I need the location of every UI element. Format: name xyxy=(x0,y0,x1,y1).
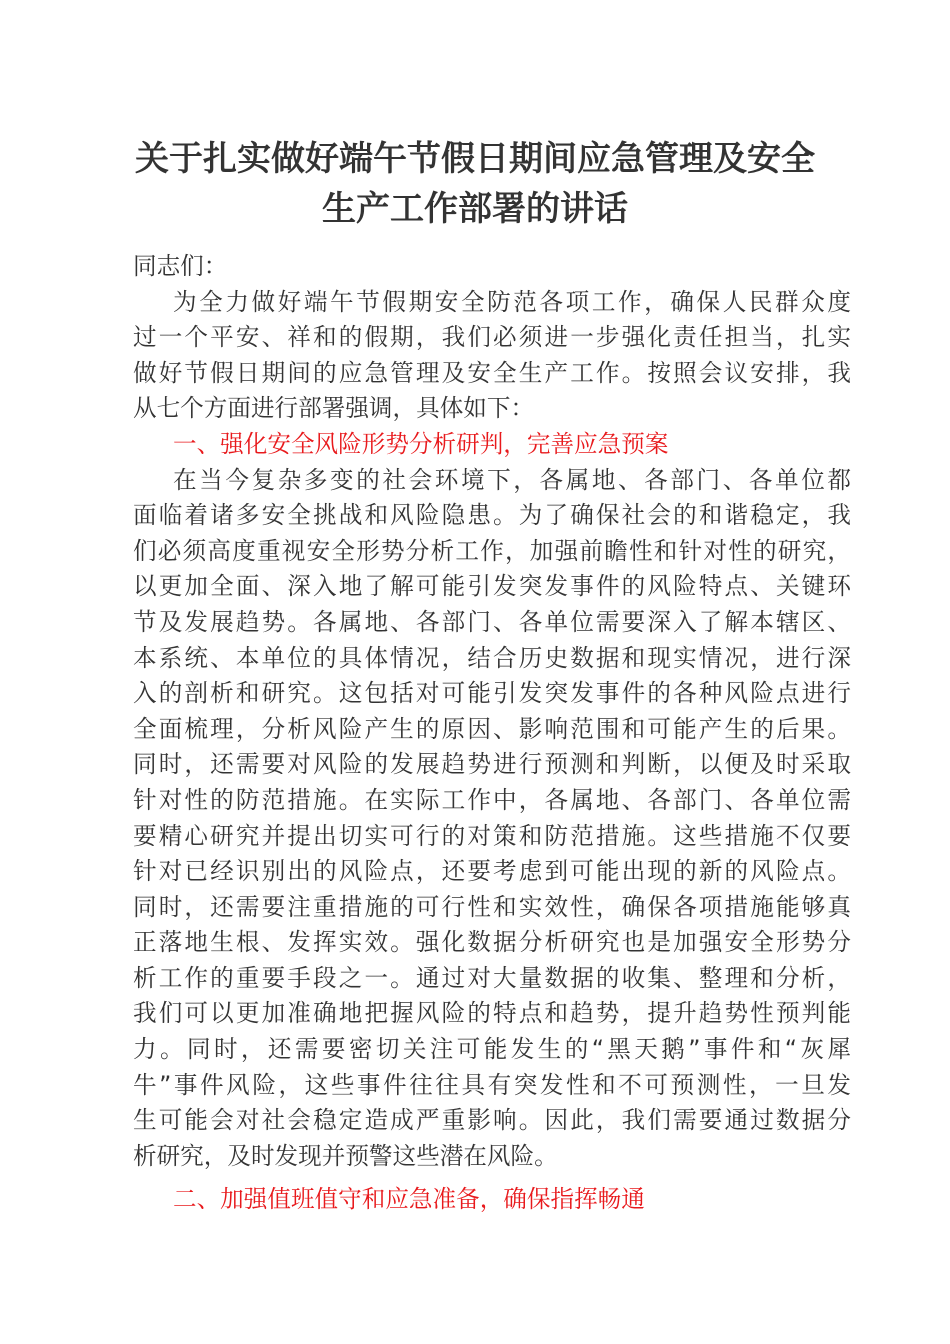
salutation: 同志们： xyxy=(133,252,228,280)
title-line-2: 生产工作部署的讲话 xyxy=(322,189,628,229)
paragraph-line: 同时，还需要对风险的发展趋势进行预测和判断，以便及时采取 xyxy=(133,750,851,779)
document-title xyxy=(100,134,850,234)
paragraph-line: 全面梳理，分析风险产生的原因、影响范围和可能产生的后果。 xyxy=(133,714,851,743)
paragraph-line: 正落地生根、发挥实效。强化数据分析研究也是加强安全形势分 xyxy=(133,928,851,957)
paragraph-line: 析研究，及时发现并预警这些潜在风险。 xyxy=(133,1141,558,1170)
paragraph-line: 力。同时，还需要密切关注可能发生的“黑天鹅”事件和“灰犀 xyxy=(133,1035,851,1064)
intro-line: 为全力做好端午节假期安全防范各项工作，确保人民群众度 xyxy=(173,287,851,316)
document-body xyxy=(133,249,851,1218)
paragraph-line: 我们可以更加准确地把握风险的特点和趋势，提升趋势性预判能 xyxy=(133,999,851,1028)
section-heading-2: 二、加强值班值守和应急准备，确保指挥畅通 xyxy=(173,1185,645,1214)
paragraph-line: 要精心研究并提出切实可行的对策和防范措施。这些措施不仅要 xyxy=(133,821,851,850)
paragraph-line: 针对已经识别出的风险点，还要考虑到可能出现的新的风险点。 xyxy=(133,857,851,886)
paragraph-line: 生可能会对社会稳定造成严重影响。因此，我们需要通过数据分 xyxy=(133,1106,851,1135)
paragraph-line: 同时，还需要注重措施的可行性和实效性，确保各项措施能够真 xyxy=(133,892,851,921)
paragraph-line: 针对性的防范措施。在实际工作中，各属地、各部门、各单位需 xyxy=(133,785,851,814)
paragraph-line: 牛”事件风险，这些事件往往具有突发性和不可预测性，一旦发 xyxy=(133,1070,851,1099)
paragraph-line: 面临着诸多安全挑战和风险隐患。为了确保社会的和谐稳定，我 xyxy=(133,501,851,530)
intro-line: 从七个方面进行部署强调，具体如下： xyxy=(133,394,535,423)
section1-paragraph xyxy=(133,463,851,1175)
paragraph-line: 以更加全面、深入地了解可能引发突发事件的风险特点、关键环 xyxy=(133,572,851,601)
paragraph-line: 本系统、本单位的具体情况，结合历史数据和现实情况，进行深 xyxy=(133,643,851,672)
paragraph-line: 入的剖析和研究。这包括对可能引发突发事件的各种风险点进行 xyxy=(133,679,851,708)
paragraph-line: 在当今复杂多变的社会环境下，各属地、各部门、各单位都 xyxy=(173,465,851,494)
intro-line: 做好节假日期间的应急管理及安全生产工作。按照会议安排，我 xyxy=(133,358,851,387)
paragraph-line: 节及发展趋势。各属地、各部门、各单位需要深入了解本辖区、 xyxy=(133,607,851,636)
section-heading-1: 一、强化安全风险形势分析研判，完善应急预案 xyxy=(173,429,669,458)
intro-line: 过一个平安、祥和的假期，我们必须进一步强化责任担当，扎实 xyxy=(133,323,851,352)
title-line-1: 关于扎实做好端午节假日期间应急管理及安全 xyxy=(135,139,815,179)
intro-paragraph xyxy=(133,285,851,427)
paragraph-line: 们必须高度重视安全形势分析工作，加强前瞻性和针对性的研究， xyxy=(133,536,851,565)
paragraph-line: 析工作的重要手段之一。通过对大量数据的收集、整理和分析， xyxy=(133,963,851,992)
